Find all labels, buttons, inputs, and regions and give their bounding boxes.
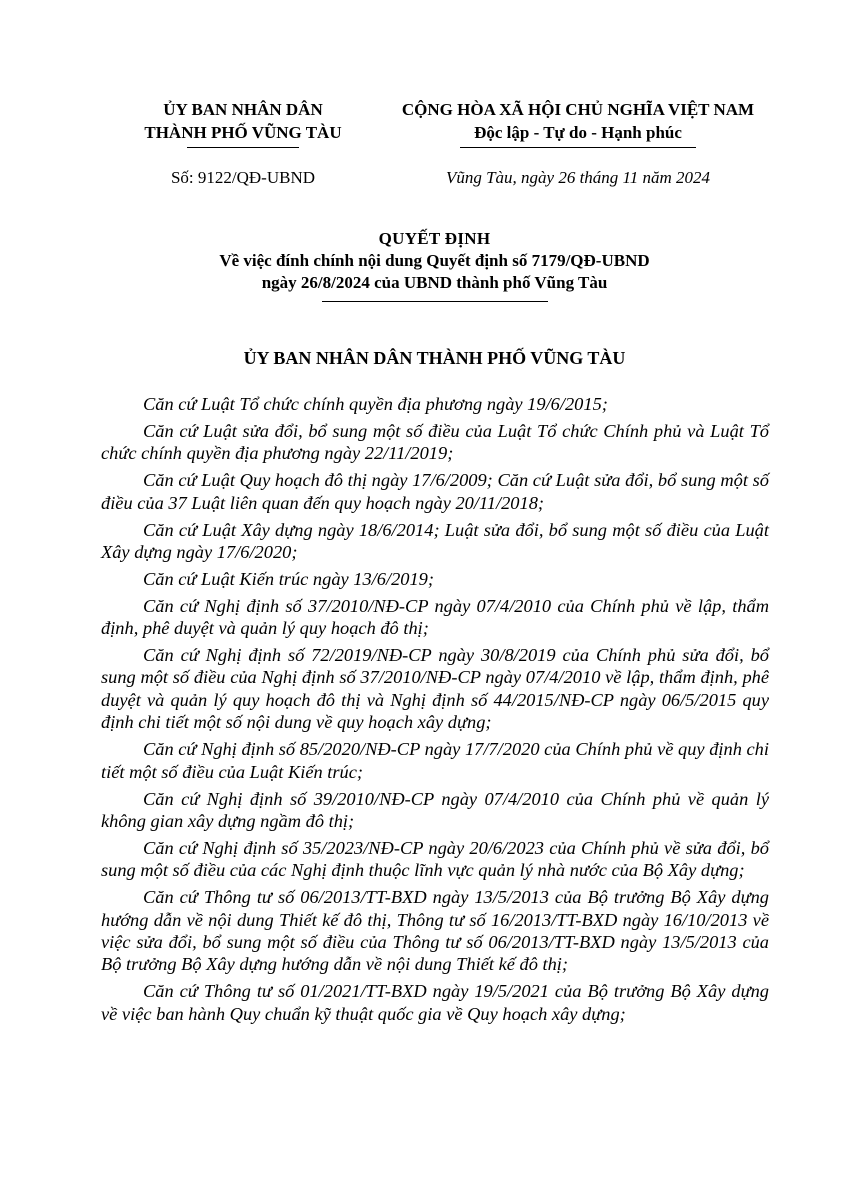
national-motto: Độc lập - Tự do - Hạnh phúc <box>474 123 682 142</box>
legal-basis-paragraph: Căn cứ Luật sửa đổi, bổ sung một số điều của Luật Tổ chức Chính phủ và Luật Tổ chức chính quyền địa phương ngày 22/11/2019; <box>101 420 769 464</box>
legal-basis-paragraph: Căn cứ Luật Tổ chức chính quyền địa phương ngày 19/6/2015; <box>143 394 608 414</box>
legal-basis-paragraph: Căn cứ Nghị định số 35/2023/NĐ-CP ngày 20/6/2023 của Chính phủ về sửa đổi, bổ sung một số điều của các Nghị định thuộc lĩnh vực quản lý nhà nước của Bộ Xây dựng; <box>101 837 769 881</box>
legal-basis-paragraph: Căn cứ Nghị định số 72/2019/NĐ-CP ngày 30/8/2019 của Chính phủ sửa đổi, bổ sung một số điều của Nghị định số 37/2010/NĐ-CP ngày 07/4/2010 về lập, thẩm định, phê duyệt và quản lý quy hoạch đô thị và Nghị định số 44/2015/NĐ-CP ngày 06/5/2015 quy định chi tiết một số nội dung về quy hoạch xây dựng; <box>101 645 769 733</box>
decision-subject-line1: Về việc đính chính nội dung Quyết định số 7179/QĐ-UBND <box>219 251 650 270</box>
title-underline <box>322 301 548 302</box>
agency-name-line2: THÀNH PHỐ VŨNG TÀU <box>144 123 342 142</box>
motto-underline <box>460 147 696 148</box>
legal-basis-paragraph: Căn cứ Luật Quy hoạch đô thị ngày 17/6/2009; Căn cứ Luật sửa đổi, bổ sung một số điều của 37 Luật liên quan đến quy hoạch ngày 20/11/2018; <box>101 470 769 513</box>
legal-basis-paragraph: Căn cứ Nghị định số 37/2010/NĐ-CP ngày 07/4/2010 của Chính phủ về lập, thẩm định, phê duyệt và quản lý quy hoạch đô thị; <box>101 595 769 639</box>
decision-title-block <box>100 228 769 302</box>
decision-title: QUYẾT ĐỊNH <box>378 229 491 248</box>
nation-name: CỘNG HÒA XÃ HỘI CHỦ NGHĨA VIỆT NAM <box>401 100 755 119</box>
legal-basis-paragraph: Căn cứ Thông tư số 06/2013/TT-BXD ngày 13/5/2013 của Bộ trưởng Bộ Xây dựng hướng dẫn về nội dung Thiết kế đô thị, Thông tư số 16/2013/TT-BXD ngày 16/10/2013 về việc sửa đổi, bổ sung một số điều của Thông tư số 06/2013/TT-BXD ngày 13/5/2013 của Bộ trưởng Bộ Xây dựng hướng dẫn về nội dung Thiết kế đô thị; <box>101 887 769 975</box>
legal-basis-paragraph: Căn cứ Nghị định số 85/2020/NĐ-CP ngày 17/7/2020 của Chính phủ về quy định chi tiết một số điều của Luật Kiến trúc; <box>101 739 769 782</box>
legal-basis-paragraph: Căn cứ Luật Kiến trúc ngày 13/6/2019; <box>143 568 434 589</box>
agency-name-line1: ỦY BAN NHÂN DÂN <box>163 100 323 119</box>
decision-subject-line2: ngày 26/8/2024 của UBND thành phố Vũng Tàu <box>261 273 608 292</box>
legal-basis-paragraph: Căn cứ Luật Xây dựng ngày 18/6/2014; Luật sửa đổi, bổ sung một số điều của Luật Xây dựng ngày 17/6/2020; <box>101 519 769 562</box>
legal-basis-paragraph: Căn cứ Thông tư số 01/2021/TT-BXD ngày 19/5/2021 của Bộ trưởng Bộ Xây dựng về việc ban hành Quy chuẩn kỹ thuật quốc gia về Quy hoạch xây dựng; <box>101 981 769 1024</box>
national-motto-block <box>378 98 778 148</box>
legal-basis-paragraph: Căn cứ Nghị định số 39/2010/NĐ-CP ngày 07/4/2010 của Chính phủ về quản lý không gian xây dựng ngầm đô thị; <box>101 788 769 831</box>
legal-basis-list <box>101 393 769 1030</box>
issuing-agency-block <box>108 98 378 148</box>
place-and-date: Vũng Tàu, ngày 26 tháng 11 năm 2024 <box>445 168 711 187</box>
agency-underline <box>187 147 299 148</box>
document-number: Số: 9122/QĐ-UBND <box>170 168 316 187</box>
issuing-authority-heading: ỦY BAN NHÂN DÂN THÀNH PHỐ VŨNG TÀU <box>243 348 626 368</box>
